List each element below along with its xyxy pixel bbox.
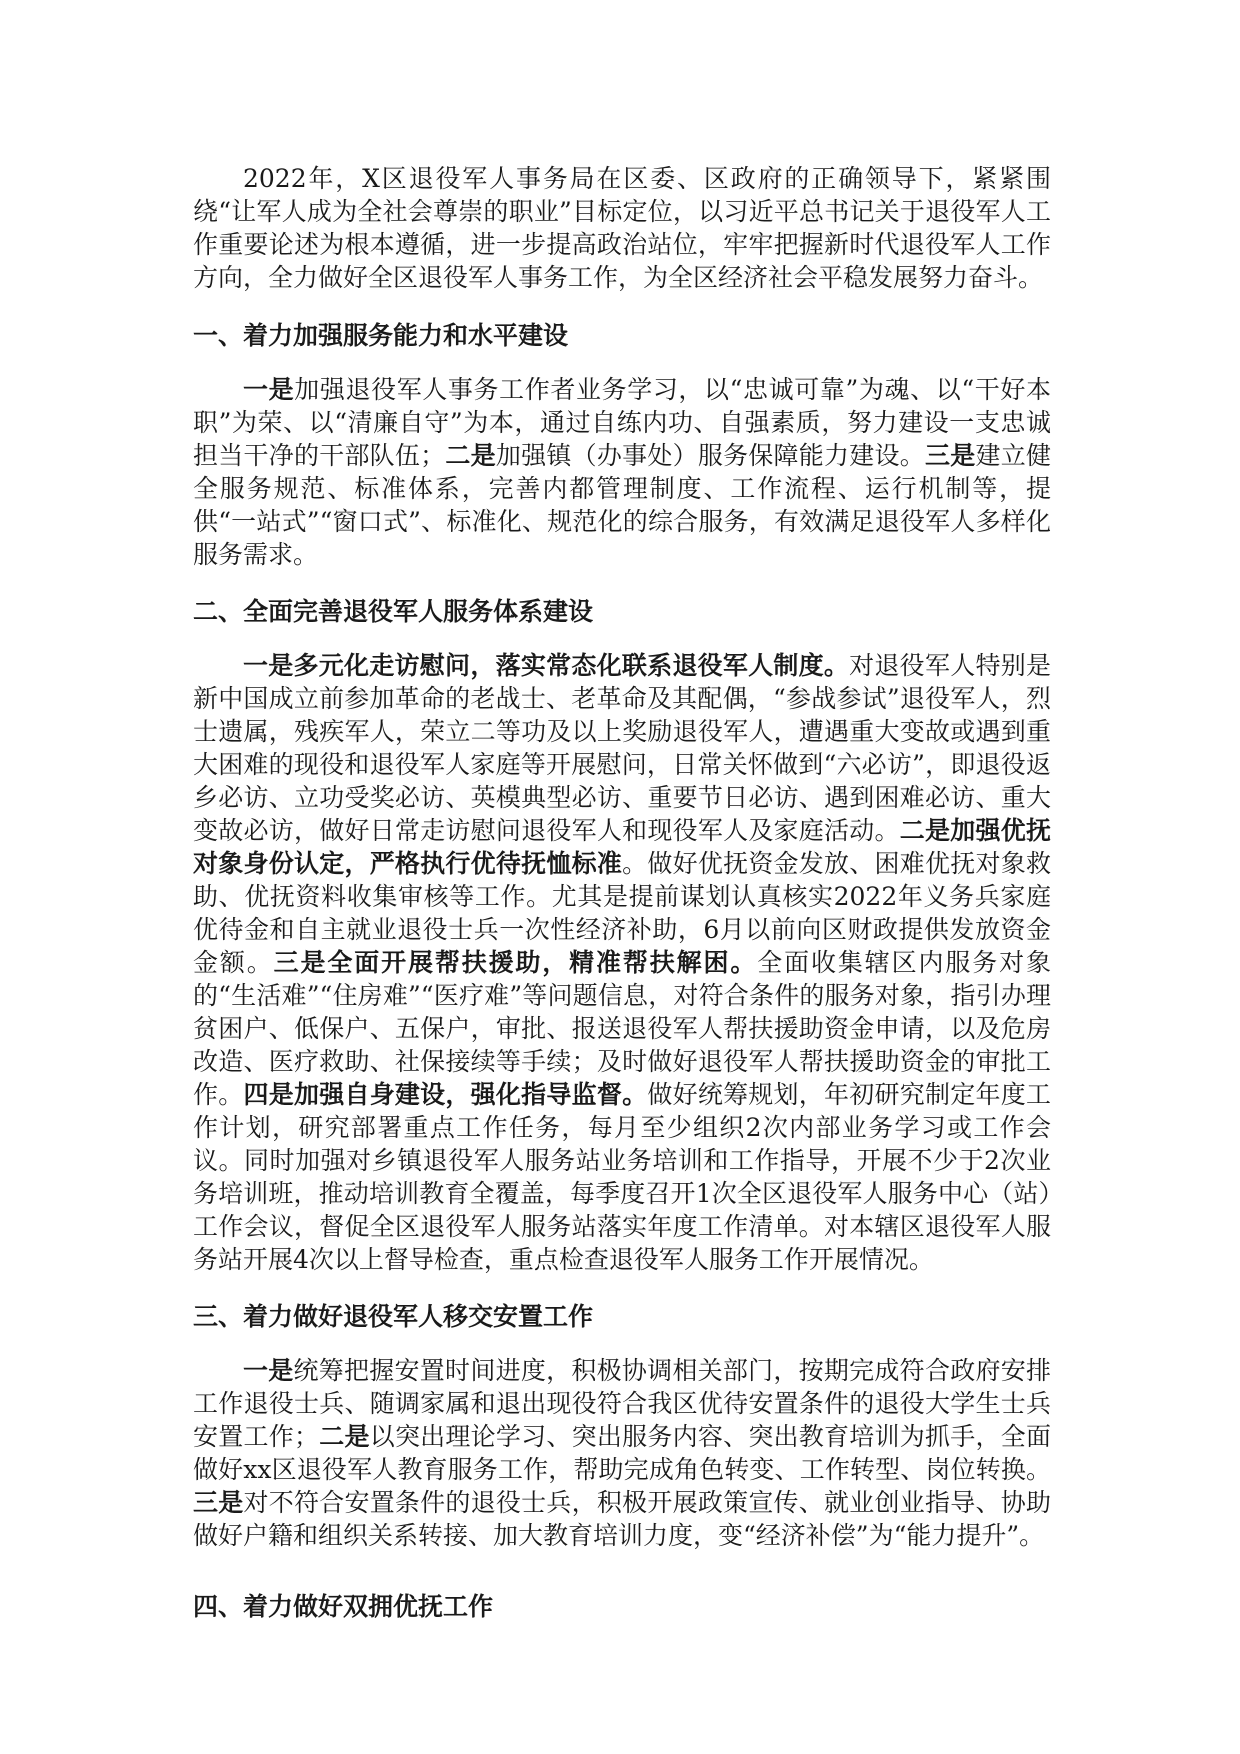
body-text: 做好统筹规划，年初研究制定年度工作计划，研究部署重点工作任务，每月至少组织2次内部业务学习或工作会议。同时加强对乡镇退役军人服务站业务培训和工作指导，开展不少于2次业务培训班，推动培训教育全覆盖，每季度召开1次全区退役军人服务中心（站）工作会议，督促全区退役军人服务站落实年度工作清单。对本辖区退役军人服务站开展4次以上督导检查，重点检查退役军人服务工作开展情况。 bbox=[193, 1080, 1051, 1274]
body-text: 对退役军人特别是新中国成立前参加革命的老战士、老革命及其配偶，“参战参试”退役军人，烈士遗属，残疾军人，荣立二等功及以上奖励退役军人，遭遇重大变故或遇到重大困难的现役和退役军人家庭等开展慰问，日常关怀做到“六必访”，即退役返乡必访、立功受奖必访、英模典型必访、重要节日必访、遇到困难必访、重大变故必访，做好日常走访慰问退役军人和现役军人及家庭活动。 bbox=[193, 651, 1051, 845]
intro-paragraph: 2022年，X区退役军人事务局在区委、区政府的正确领导下，紧紧围绕“让军人成为全社会尊崇的职业”目标定位，以习近平总书记关于退役军人工作重要论述为根本遵循，进一步提高政治站位，牢牢把握新时代退役军人工作方向，全力做好全区退役军人事务工作，为全区经济社会平稳发展努力奋斗。 bbox=[193, 164, 1051, 292]
document-page bbox=[193, 162, 1051, 1644]
bold-lead: 三是 bbox=[925, 441, 976, 470]
bold-lead: 三是全面开展帮扶援助，精准帮扶解困。 bbox=[273, 948, 758, 977]
body-text: 加强退役军人事务工作者业务学习，以“忠诚可靠”为魂、以“干好本职”为荣、以“清廉自守”为本，通过自练内功、自强素质，努力建设一支忠诚担当干净的干部队伍； bbox=[193, 375, 1051, 470]
body-text: 加强镇（办事处）服务保障能力建设。 bbox=[495, 441, 925, 470]
section-heading-1: 一、着力加强服务能力和水平建设 bbox=[193, 321, 569, 350]
body-text: 对不符合安置条件的退役士兵，积极开展政策宣传、就业创业指导、协助做好户籍和组织关系转接、加大教育培训力度，变“经济补偿”为“能力提升”。 bbox=[193, 1488, 1051, 1550]
bold-lead: 三是 bbox=[193, 1488, 244, 1517]
bold-lead: 一是 bbox=[243, 1356, 294, 1385]
section-heading-2: 二、全面完善退役军人服务体系建设 bbox=[193, 597, 594, 626]
body-text: 统筹把握安置时间进度，积极协调相关部门，按期完成符合政府安排工作退役士兵、随调家属和退出现役符合我区优待安置条件的退役大学生士兵安置工作； bbox=[193, 1356, 1051, 1451]
section-heading-4: 四、着力做好双拥优抚工作 bbox=[193, 1592, 494, 1621]
section-paragraph-2 bbox=[193, 649, 1051, 1276]
body-text: 全面收集辖区内服务对象的“生活难”“住房难”“医疗难”等问题信息，对符合条件的服务对象，指引办理贫困户、低保户、五保户，审批、报送退役军人帮扶援助资金申请，以及危房改造、医疗救助、社保接续等手续；及时做好退役军人帮扶援助资金的审批工作。 bbox=[193, 948, 1051, 1109]
section-paragraph-1 bbox=[193, 373, 1051, 571]
bold-lead: 一是 bbox=[243, 375, 295, 404]
bold-lead: 二是加强优抚对象身份认定，严格执行优待抚恤标准 bbox=[193, 816, 1051, 878]
body-text: 建立健全服务规范、标准体系，完善内都管理制度、工作流程、运行机制等，提供“一站式”“窗口式”、标准化、规范化的综合服务，有效满足退役军人多样化服务需求。 bbox=[193, 441, 1051, 569]
bold-lead: 二是 bbox=[445, 441, 496, 470]
body-text: 。做好优抚资金发放、困难优抚对象救助、优抚资料收集审核等工作。尤其是提前谋划认真核实2022年义务兵家庭优待金和自主就业退役士兵一次性经济补助，6月以前向区财政提供发放资金金额。 bbox=[193, 849, 1051, 977]
section-paragraph-3 bbox=[193, 1354, 1051, 1552]
bold-lead: 一是多元化走访慰问，落实常态化联系退役军人制度。 bbox=[243, 651, 850, 680]
bold-lead: 二是 bbox=[318, 1422, 370, 1451]
section-heading-3: 三、着力做好退役军人移交安置工作 bbox=[193, 1302, 594, 1331]
body-text: 以突出理论学习、突出服务内容、突出教育培训为抓手，全面做好xx区退役军人教育服务工作，帮助完成角色转变、工作转型、岗位转换。 bbox=[193, 1422, 1051, 1484]
bold-lead: 四是加强自身建设，强化指导监督。 bbox=[243, 1080, 648, 1109]
